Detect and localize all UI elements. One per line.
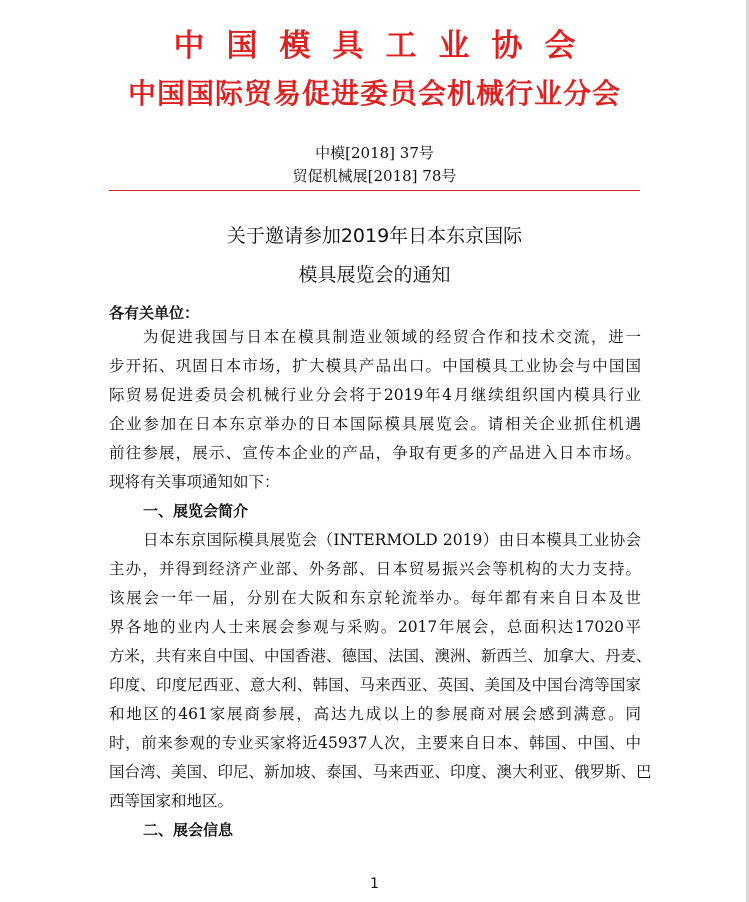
overview-paragraph-line: 时，前来参观的专业买家将近45937人次，主要来自日本、韩国、中国、中 <box>109 734 641 752</box>
document-title-line-2: 模具展览会的通知 <box>298 264 451 286</box>
overview-paragraph-line: 和地区的461家展商参展，高达九成以上的参展商对展会感到满意。同 <box>109 705 641 723</box>
intro-paragraph-line: 现将有关事项通知如下： <box>109 473 280 491</box>
section-heading-overview: 一、展览会简介 <box>143 502 249 520</box>
overview-paragraph-line: 日本东京国际模具展览会（INTERMOLD 2019）由日本模具工业协会 <box>143 531 641 549</box>
intro-paragraph-line: 际贸易促进委员会机械行业分会将于2019年4月继续组织国内模具行业 <box>109 386 641 404</box>
intro-paragraph-line: 企业参加在日本东京举办的日本国际模具展览会。请相关企业抓住机遇 <box>109 415 641 433</box>
document-body <box>109 323 652 845</box>
overview-paragraph-line: 界各地的业内人士来展会参观与采购。2017年展会，总面积达17020平 <box>109 618 641 636</box>
intro-paragraph-line: 步开拓、巩固日本市场，扩大模具产品出口。中国模具工业协会与中国国 <box>109 357 641 375</box>
intro-paragraph-line: 前往参展，展示、宣传本企业的产品，争取有更多的产品进入日本市场。 <box>109 444 641 462</box>
document-number-2: 贸促机械展[2018] 78号 <box>292 167 457 185</box>
header-divider <box>109 190 640 191</box>
document-title-line-1: 关于邀请参加2019年日本东京国际 <box>226 225 523 247</box>
intro-paragraph-line: 为促进我国与日本在模具制造业领域的经贸合作和技术交流，进一 <box>143 328 641 346</box>
overview-paragraph-line: 印度、印度尼西亚、意大利、韩国、马来西亚、英国、美国及中国台湾等国家 <box>109 676 641 694</box>
overview-paragraph-line: 主办，并得到经济产业部、外务部、日本贸易振兴会等机构的大力支持。 <box>109 560 641 578</box>
overview-paragraph-line: 该展会一年一届，分别在大阪和东京轮流举办。每年都有来自日本及世 <box>109 589 641 607</box>
overview-paragraph-line: 国台湾、美国、印尼、新加坡、泰国、马来西亚、印度、澳大利亚、俄罗斯、巴 <box>109 763 652 781</box>
issuer-header-secondary: 中国国际贸易促进委员会机械行业分会 <box>127 77 621 110</box>
salutation: 各有关单位： <box>109 304 200 322</box>
issuer-header-primary: 中国模具工业协会 <box>173 28 598 64</box>
document-number-1: 中模[2018] 37号 <box>315 144 434 162</box>
section-heading-exhibition-info: 二、展会信息 <box>143 821 234 839</box>
page-number: 1 <box>370 876 379 892</box>
overview-paragraph-line: 西等国家和地区。 <box>109 792 234 810</box>
overview-paragraph-line: 方米，共有来自中国、中国香港、德国、法国、澳洲、新西兰、加拿大、丹麦、 <box>109 647 652 665</box>
